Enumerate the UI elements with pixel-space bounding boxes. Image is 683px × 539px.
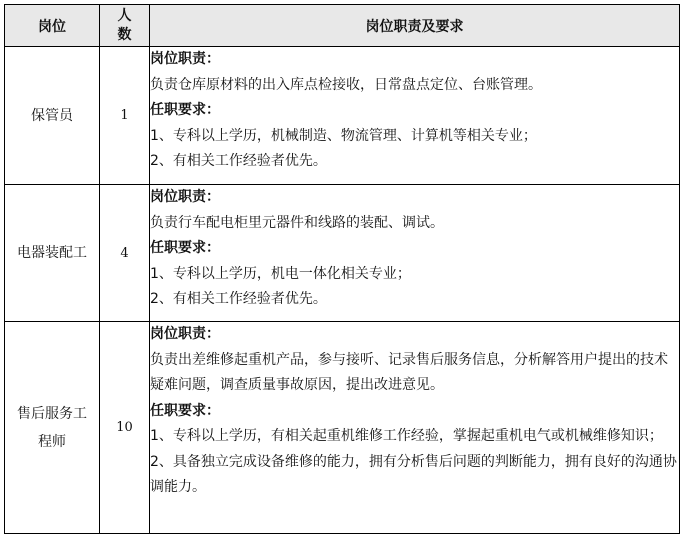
duty-text: 负责出差维修起重机产品，参与接听、记录售后服务信息，分析解答用户提出的技术疑难问题，调查质量事故原因，提出改进意见。 (150, 351, 668, 393)
position-cell (5, 185, 100, 322)
position-cell (5, 322, 100, 534)
requirement-item: 1、专科以上学历，机械制造、物流管理、计算机等相关专业； (150, 127, 537, 144)
duties-header: 岗位职责及要求 (150, 5, 680, 47)
duty-title: 岗位职责： (150, 51, 220, 67)
requirement-item: 1、专科以上学历，机电一体化相关专业； (150, 265, 411, 282)
duties-cell (150, 322, 680, 534)
position-cell (5, 47, 100, 185)
table-header-row (5, 5, 680, 47)
count-header-line1: 人 (117, 7, 132, 24)
duty-title: 岗位职责： (150, 189, 220, 205)
headcount: 4 (120, 245, 129, 261)
duties-cell (150, 47, 680, 185)
table-row (5, 185, 680, 322)
headcount: 1 (120, 108, 129, 123)
job-table (4, 4, 680, 534)
duty-text: 负责仓库原材料的出入库点检接收，日常盘点定位、台账管理。 (150, 76, 542, 93)
table-row (5, 322, 680, 534)
requirement-title: 任职要求： (150, 402, 220, 419)
count-header (100, 5, 150, 47)
count-cell (100, 322, 150, 534)
position-name: 电器装配工 (17, 245, 87, 261)
requirement-title: 任职要求： (150, 102, 220, 118)
requirement-item: 2、有相关工作经验者优先。 (150, 291, 327, 307)
count-cell (100, 47, 150, 185)
requirement-title: 任职要求： (150, 240, 220, 256)
requirement-item: 2、具备独立完成设备维修的能力，拥有分析售后问题的判断能力，拥有良好的沟通协调能力。 (150, 453, 677, 495)
position-header: 岗位 (5, 5, 100, 47)
position-name: 售后服务工程师 (17, 405, 87, 450)
requirement-item: 1、专科以上学历，有相关起重机维修工作经验，掌握起重机电气或机械维修知识； (150, 428, 663, 444)
duty-text: 负责行车配电柜里元器件和线路的装配、调试。 (150, 214, 444, 231)
count-header-line2: 数 (117, 26, 132, 43)
position-name: 保管员 (31, 107, 73, 124)
count-cell (100, 185, 150, 322)
table-row (5, 47, 680, 185)
duties-cell (150, 185, 680, 322)
requirement-item: 2、有相关工作经验者优先。 (150, 153, 327, 169)
headcount: 10 (116, 420, 133, 435)
duty-title: 岗位职责： (150, 326, 220, 342)
